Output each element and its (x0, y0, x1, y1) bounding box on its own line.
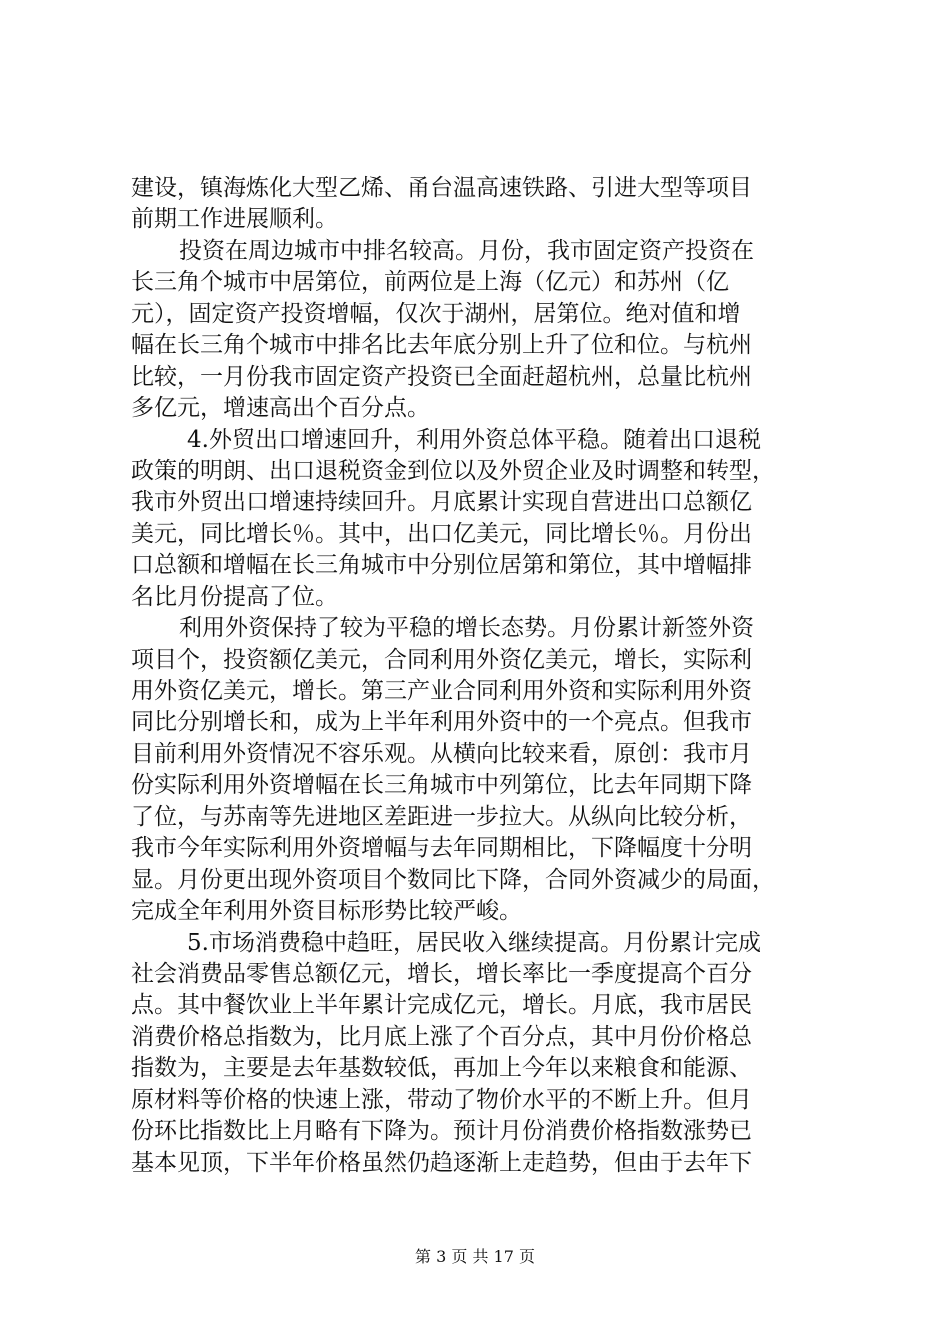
page-number-label: 第 3 页 共 17 页 (415, 1247, 535, 1266)
text-line: 元），固定资产投资增幅，仅次于湖州，居第位。绝对值和增 (131, 300, 741, 327)
text-line: 名比月份提高了位。 (131, 583, 338, 610)
paragraph-start-line: 投资在周边城市中排名较高。月份，我市固定资产投资在 (179, 237, 754, 264)
text-line: 原材料等价格的快速上涨，带动了物价水平的不断上升。但月 (131, 1086, 752, 1113)
text-line: 指数为，主要是去年基数较低，再加上今年以来粮食和能源、 (131, 1055, 752, 1082)
document-body (131, 173, 831, 1179)
text-line: 我市今年实际利用外资增幅与去年同期相比，下降幅度十分明 (131, 835, 752, 862)
text-line: 建设，镇海炼化大型乙烯、甬台温高速铁路、引进大型等项目 (131, 175, 752, 201)
text-line: 同比分别增长和，成为上半年利用外资中的一个亮点。但我市 (131, 709, 752, 736)
text-line: 项目个，投资额亿美元，合同利用外资亿美元，增长，实际利 (131, 646, 752, 673)
text-line: 了位，与苏南等先进地区差距进一步拉大。从纵向比较分析， (131, 803, 752, 830)
text-line: 显。月份更出现外资项目个数同比下降，合同外资减少的局面， (131, 866, 775, 893)
text-line: 比较，一月份我市固定资产投资已全面赶超杭州，总量比杭州 (131, 363, 752, 390)
text-line: 政策的明朗、出口退税资金到位以及外贸企业及时调整和转型， (131, 457, 775, 484)
text-line: 点。其中餐饮业上半年累计完成亿元，增长。月底，我市居民 (131, 992, 752, 1019)
text-line: 多亿元，增速高出个百分点。 (131, 395, 430, 422)
text-line: 前期工作进展顺利。 (131, 206, 338, 233)
paragraph-start-line: 利用外资保持了较为平稳的增长态势。月份累计新签外资 (179, 615, 754, 642)
section-heading-line: 5.市场消费稳中趋旺，居民收入继续提高。月份累计完成 (187, 929, 761, 956)
text-line: 基本见顶，下半年价格虽然仍趋逐渐上走趋势，但由于去年下 (131, 1149, 752, 1176)
text-line: 口总额和增幅在长三角城市中分别位居第和第位，其中增幅排 (131, 552, 752, 579)
section-heading-line: 4.外贸出口增速回升，利用外资总体平稳。随着出口退税 (187, 426, 761, 453)
text-line: 消费价格总指数为，比月底上涨了个百分点，其中月份价格总 (131, 1023, 752, 1050)
text-line: 份实际利用外资增幅在长三角城市中列第位，比去年同期下降 (131, 772, 752, 799)
text-line: 完成全年利用外资目标形势比较严峻。 (131, 898, 522, 925)
text-line: 份环比指数比上月略有下降为。预计月份消费价格指数涨势已 (131, 1118, 752, 1145)
text-line: 幅在长三角个城市中排名比去年底分别上升了位和位。与杭州 (131, 332, 752, 359)
text-line: 社会消费品零售总额亿元，增长，增长率比一季度提高个百分 (131, 960, 752, 987)
text-line: 我市外贸出口增速持续回升。月底累计实现自营进出口总额亿 (131, 489, 752, 516)
text-line: 用外资亿美元，增长。第三产业合同利用外资和实际利用外资 (131, 678, 752, 704)
text-line: 目前利用外资情况不容乐观。从横向比较来看，原创：我市月 (131, 740, 752, 767)
text-line: 美元，同比增长％。其中，出口亿美元，同比增长％。月份出 (131, 520, 752, 547)
page-footer (0, 1244, 950, 1267)
text-line: 长三角个城市中居第位，前两位是上海（亿元）和苏州（亿 (131, 269, 729, 296)
